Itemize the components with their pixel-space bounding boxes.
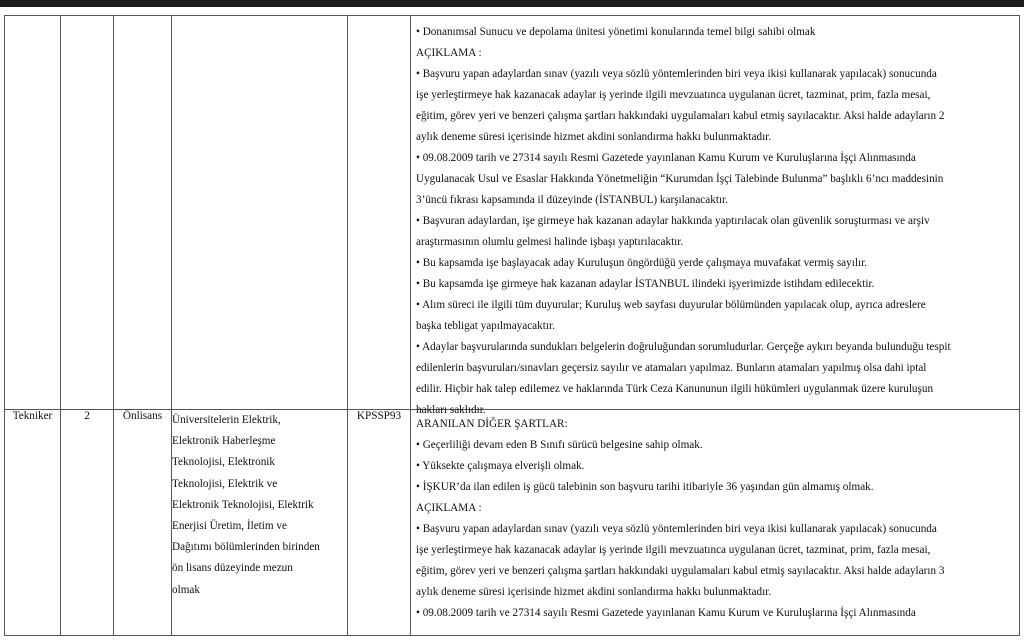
education-line: Elektronik Haberleşme [172,435,276,448]
kpss-code: KPSSP93 [356,410,402,422]
education-cell [172,410,348,636]
requirement-line: • Alım süreci ile ilgili tüm duyurular; Kuruluş web sayfası duyurular bölümünden yapılacak olup, ayrıca adreslere [416,299,926,311]
requirement-line: eğitim, görev yeri ve benzeri çalışma şartları hakkındaki uygulamaları kabul etmiş sayılacaktır. Aksi halde adayların 3 [416,565,945,577]
education-level: Önlisans [122,410,163,422]
requirement-line: • Geçerliliği devam eden B Sınıfı sürücü belgesine sahip olmak. [416,439,703,451]
education-line: olmak [172,583,200,596]
requirements-text [411,410,1019,635]
education-line: Enerjisi Üretim, İletim ve [172,520,287,533]
requirement-line: başka tebligat yapılmayacaktır. [416,320,555,332]
requirement-line: • Başvuran adaylardan, işe girmeye hak kazanan adaylar hakkında yaptırılacak olan güvenlik soruşturması ve arşiv [416,215,930,227]
requirements-cell [411,16,1020,416]
count-cell [61,16,114,410]
education-cell [172,16,348,410]
position-cell [5,16,61,410]
requirement-line: • 09.08.2009 tarih ve 27314 sayılı Resmi Gazetede yayınlanan Kamu Kurum ve Kuruluşlarına İşçi Alınmasında [416,607,916,619]
requirement-line: eğitim, görev yeri ve benzeri çalışma şartları hakkındaki uygulamaları kabul etmiş sayılacaktır. Aksi halde adayların 2 [416,110,945,122]
requirements-text [411,16,1019,416]
code-cell [348,16,411,410]
requirement-line: • 09.08.2009 tarih ve 27314 sayılı Resmi Gazetede yayınlanan Kamu Kurum ve Kuruluşlarına İşçi Alınmasında [416,152,916,164]
requirement-line: edilenlerin başvuruları/sınavları geçersiz sayılır ve atamaları yapılmaz. Bunların atamaları yapılmış olsa dahi iptal [416,362,927,374]
job-listing-table [4,15,1020,636]
code-cell [348,410,411,636]
count-cell [61,410,114,636]
table-row [5,410,1020,636]
requirement-line: Uygulanacak Usul ve Esaslar Hakkında Yönetmeliğin “Kurumdan İşçi Talebinde Bulunma” başlıklı 6’ncı maddesinin [416,173,944,185]
requirement-line: • İŞKUR’da ilan edilen iş gücü talebinin son başvuru tarihi itibariyle 36 yaşından gün almamış olmak. [416,481,874,493]
requirement-line: • Başvuru yapan adaylardan sınav (yazılı veya sözlü yöntemlerinden biri veya ikisi kullanarak yapılacak) sonucunda [416,523,937,535]
requirement-line: • Başvuru yapan adaylardan sınav (yazılı veya sözlü yöntemlerinden biri veya ikisi kullanarak yapılacak) sonucunda [416,68,937,80]
requirement-line: • Adaylar başvurularında sundukları belgelerin doğruluğundan sorumludurlar. Gerçeğe aykırı beyanda bulunduğu tespit [416,341,951,353]
window-top-bar [0,0,1024,7]
requirement-line: işe yerleştirmeye hak kazanacak adaylar iş yerinde ilgili mevzuatınca uygulanan ücret, tazminat, prim, fazla mesai, [416,89,931,101]
education-line: ön lisans düzeyinde mezun [172,562,293,575]
requirement-line: edilir. Hiçbir hak talep edilemez ve haklarında Türk Ceza Kanununun ilgili hükümleri uygulanmak üzere kuruluşun [416,383,934,395]
requirement-line: aylık deneme süresi içerisinde hizmet akdini sonlandırma hakkı bulunmaktadır. [416,586,772,598]
requirement-line: hakları saklıdır. [416,404,486,416]
requirement-line: ARANILAN DİĞER ŞARTLAR: [416,418,568,430]
requirement-line: AÇIKLAMA : [416,502,482,514]
education-line: Teknolojisi, Elektronik [172,456,275,469]
requirement-line: • Yüksekte çalışmaya elverişli olmak. [416,460,585,472]
position-count: 2 [84,410,90,422]
level-cell [114,410,172,636]
requirement-line: • Bu kapsamda işe girmeye hak kazanan adaylar İSTANBUL ilindeki işyerimizde istihdam edilecektir. [416,278,875,290]
level-cell [114,16,172,410]
requirement-line: işe yerleştirmeye hak kazanacak adaylar iş yerinde ilgili mevzuatınca uygulanan ücret, tazminat, prim, fazla mesai, [416,544,931,556]
education-line: Üniversitelerin Elektrik, [172,414,281,426]
requirement-line: AÇIKLAMA : [416,47,482,59]
requirement-line: aylık deneme süresi içerisinde hizmet akdini sonlandırma hakkı bulunmaktadır. [416,131,772,143]
requirement-line: 3’üncü fıkrası kapsamında il düzeyinde (İSTANBUL) karşılanacaktır. [416,194,728,206]
education-line: Teknolojisi, Elektrik ve [172,477,278,490]
requirement-line: araştırmasının olumlu gelmesi halinde işbaşı yaptırılacaktır. [416,236,684,248]
table-row [5,16,1020,410]
requirements-cell [411,410,1020,636]
requirement-line: • Donanımsal Sunucu ve depolama ünitesi yönetimi konularında temel bilgi sahibi olmak [416,26,816,38]
education-line: Elektronik Teknolojisi, Elektrik [172,498,314,511]
requirement-line: • Bu kapsamda işe başlayacak aday Kuruluşun öngördüğü yerde çalışmaya muvafakat vermiş sayılır. [416,257,867,269]
education-line: Dağıtımı bölümlerinden birinden [172,541,320,554]
position-title: Tekniker [12,410,53,422]
position-cell [5,410,61,636]
